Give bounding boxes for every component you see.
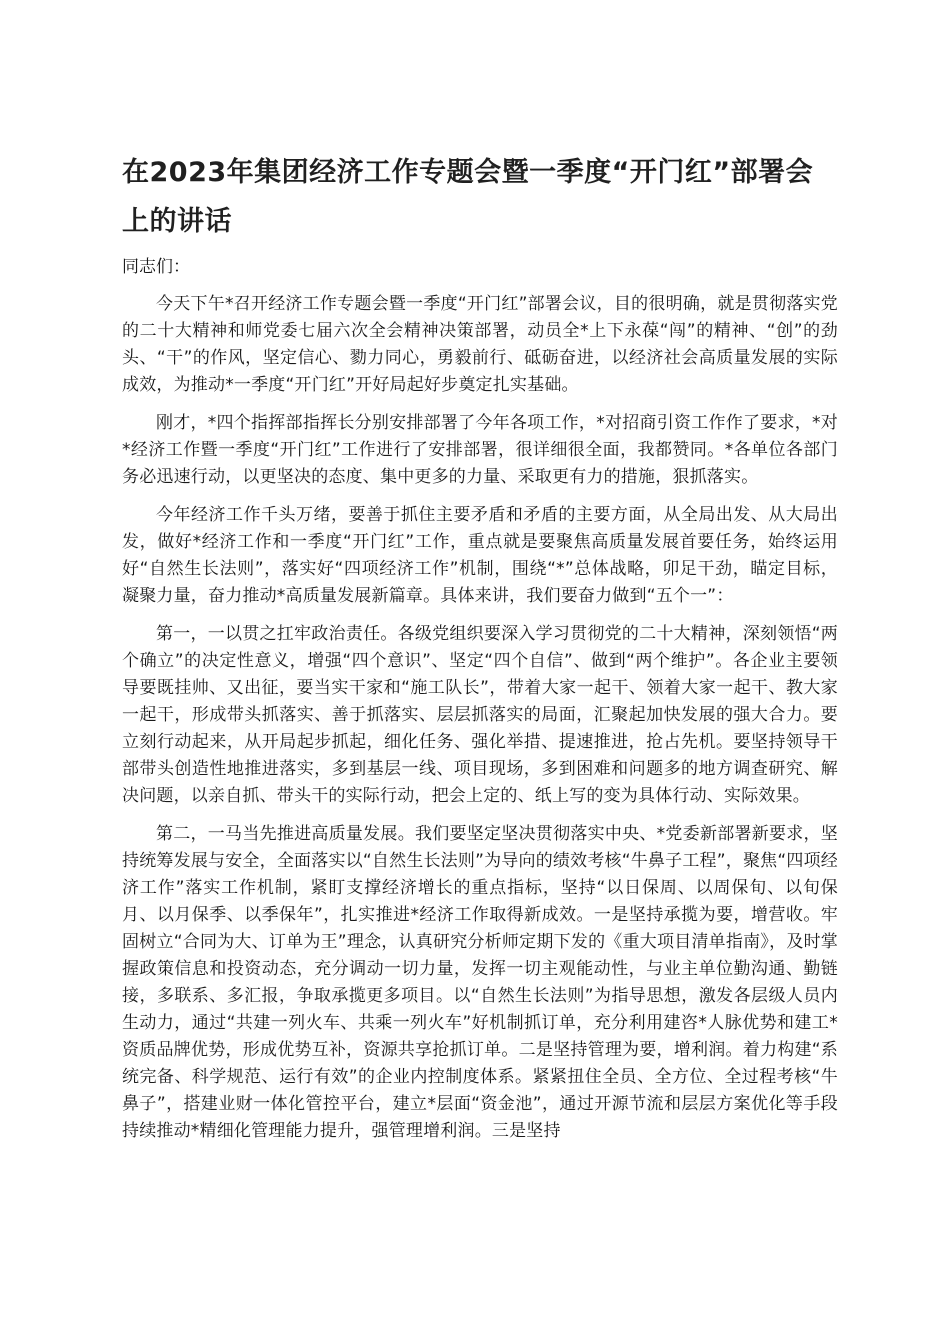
paragraph-point-one: 第一，一以贯之扛牢政治责任。各级党组织要深入学习贯彻党的二十大精神，深刻领悟“两个确立”的决定性意义，增强“四个意识”、坚定“四个自信”、做到“两个维护”。各企业主要领导要既挂帅、又出征，要当实干家和“施工队长”，带着大家一起干、领着大家一起干、教大家一起干，形成带头抓落实、善于抓落实、层层抓落实的局面，汇聚起加快发展的强大合力。要立刻行动起来，从开局起步抓起，细化任务、强化举措、提速推进，抢占先机。要坚持领导干部带头创造性地推进落实，多到基层一线、项目现场，多到困难和问题多的地方调查研究、解决问题，以亲自抓、带头干的实际行动，把会上定的、纸上写的变为具体行动、实际效果。: [122, 624, 838, 806]
document-page: [122, 148, 838, 1156]
paragraph-point-two: 第二，一马当先推进高质量发展。我们要坚定坚决贯彻落实中央、*党委新部署新要求，坚持统筹发展与安全，全面落实以“自然生长法则”为导向的绩效考核“牛鼻子工程”，聚焦“四项经济工作”落实工作机制，紧盯支撑经济增长的重点指标，坚持“以日保周、以周保旬、以旬保月、以月保季、以季保年”，扎实推进*经济工作取得新成效。一是坚持承揽为要，增营收。牢固树立“合同为大、订单为王”理念，认真研究分析师定期下发的《重大项目清单指南》，及时掌握政策信息和投资动态，充分调动一切力量，发挥一切主观能动性，与业主单位勤沟通、勤链接，多联系、多汇报，争取承揽更多项目。以“自然生长法则”为指导思想，激发各层级人员内生动力，通过“共建一列火车、共乘一列火车”好机制抓订单，充分利用建咨*人脉优势和建工*资质品牌优势，形成优势互补，资源共享抢抓订单。二是坚持管理为要，增利润。着力构建“系统完备、科学规范、运行有效”的企业内控制度体系。紧紧扭住全员、全方位、全过程考核“牛鼻子”，搭建业财一体化管控平台，建立*层面“资金池”，通过开源节流和层层方案优化等手段持续推动*精细化管理能力提升，强管理增利润。三是坚持: [122, 824, 838, 1141]
document-title: 在2023年集团经济工作专题会暨一季度“开门红”部署会上的讲话: [122, 157, 814, 237]
paragraph-opening: 今天下午*召开经济工作专题会暨一季度“开门红”部署会议，目的很明确，就是贯彻落实党的二十大精神和师党委七届六次全会精神决策部署，动员全*上下永葆“闯”的精神、“创”的劲头、“干”的作风，坚定信心、勠力同心，勇毅前行、砥砺奋进，以经济社会高质量发展的实际成效，为推动*一季度“开门红”开好局起好步奠定扎实基础。: [122, 294, 838, 395]
salutation: 同志们：: [122, 257, 190, 277]
paragraph-overview: 今年经济工作千头万绪，要善于抓住主要矛盾和矛盾的主要方面，从全局出发、从大局出发，做好*经济工作和一季度“开门红”工作，重点就是要聚焦高质量发展首要任务，始终运用好“自然生长法则”，落实好“四项经济工作”机制，围绕“*”总体战略，卯足干劲，瞄定目标，凝聚力量，奋力推动*高质量发展新篇章。具体来讲，我们要奋力做到“五个一”：: [122, 505, 838, 606]
paragraph-review: 刚才，*四个指挥部指挥长分别安排部署了今年各项工作，*对招商引资工作作了要求，*对*经济工作暨一季度“开门红”工作进行了安排部署，很详细很全面，我都赞同。*各单位各部门务必迅速行动，以更坚决的态度、集中更多的力量、采取更有力的措施，狠抓落实。: [122, 413, 838, 487]
